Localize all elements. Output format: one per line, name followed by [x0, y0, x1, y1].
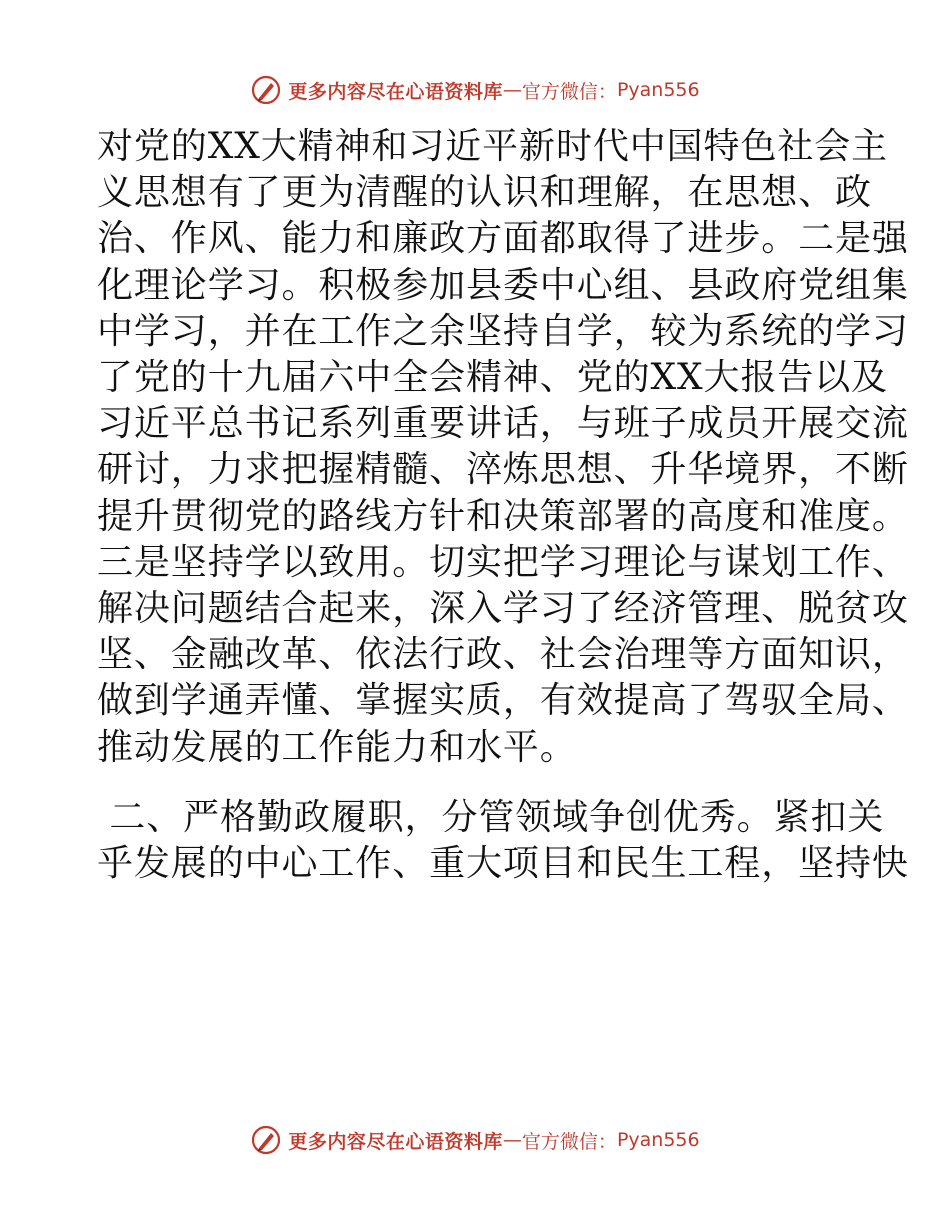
watermark-title: 更多内容尽在心语资料库 — [288, 1130, 503, 1153]
body-line: 做到学通弄懂、掌握实质，有效提高了驾驭全局、 — [97, 680, 909, 722]
paragraph-gap — [97, 771, 857, 795]
watermark-dash: — — [502, 79, 522, 101]
watermark-label: 官方微信： — [521, 80, 617, 103]
pen-in-circle-icon — [250, 1124, 282, 1156]
body-line: 习近平总书记系列重要讲话，与班子成员开展交流 — [97, 403, 909, 445]
body-line: 推动发展的工作能力和水平。 — [97, 726, 577, 768]
body-line: 对党的XX大精神和习近平新时代中国特色社会主 — [97, 126, 889, 167]
body-line: 治、作风、能力和廉政方面都取得了进步。二是强 — [97, 218, 909, 260]
pen-in-circle-icon — [250, 74, 282, 106]
body-line: 化理论学习。积极参加县委中心组、县政府党组集 — [97, 264, 909, 306]
body-line: 研讨，力求把握精髓、淬炼思想、升华境界，不断 — [97, 449, 909, 491]
watermark-footer — [0, 1120, 950, 1160]
watermark-header — [0, 70, 950, 110]
section-heading-line: 二、严格勤政履职，分管领域争创优秀。紧扣关 — [97, 796, 885, 838]
body-line: 三是坚持学以致用。切实把学习理论与谋划工作、 — [97, 541, 909, 583]
watermark-title: 更多内容尽在心语资料库 — [288, 80, 503, 103]
body-line: 义思想有了更为清醒的认识和理解，在思想、政 — [97, 172, 872, 214]
body-line: 提升贯彻党的路线方针和决策部署的高度和准度。 — [97, 495, 909, 537]
body-line: 了党的十九届六中全会精神、党的XX大报告以及 — [97, 357, 889, 399]
body-line: 坚、金融改革、依法行政、社会治理等方面知识， — [97, 634, 909, 676]
section-body-line: 乎发展的中心工作、重大项目和民生工程，坚持快 — [97, 843, 909, 885]
watermark-label: 官方微信： — [521, 1130, 617, 1153]
watermark-wechat-id: Pyan556 — [616, 79, 700, 101]
document-body — [97, 124, 909, 887]
body-line: 解决问题结合起来，深入学习了经济管理、脱贫攻 — [97, 588, 909, 630]
watermark-wechat-id: Pyan556 — [616, 1129, 700, 1151]
body-line: 中学习，并在工作之余坚持自学，较为系统的学习 — [97, 310, 909, 352]
watermark-dash: — — [502, 1129, 522, 1151]
